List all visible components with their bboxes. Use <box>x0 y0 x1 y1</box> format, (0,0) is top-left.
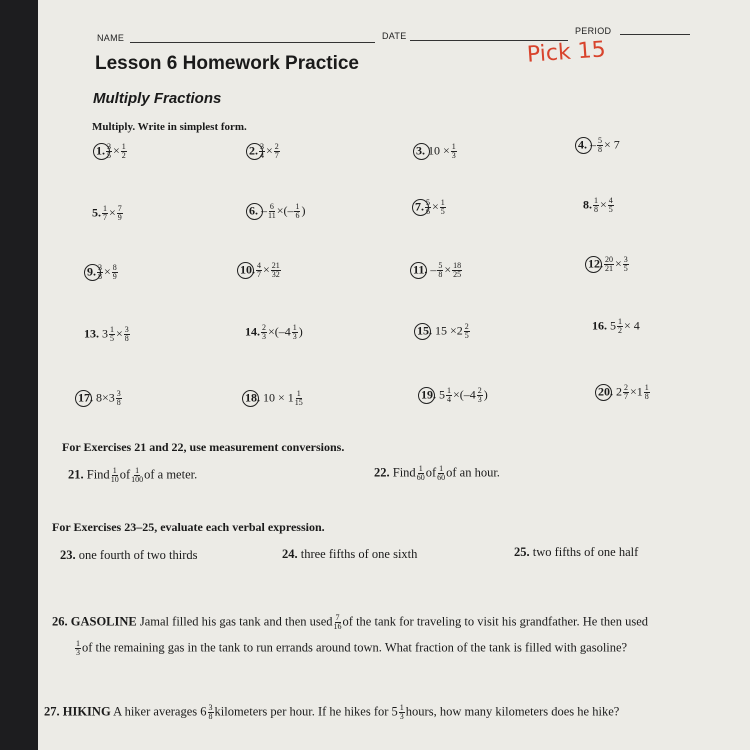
problem-26-line-2: $\frac{1}{3}$ of the remaining gas in the tank to run errands around town. What fraction of the tank is filled with gasoline? <box>76 639 628 657</box>
lesson-subtitle: Multiply Fractions <box>93 90 222 107</box>
date-label: DATE <box>382 31 407 41</box>
problem-13: 13. 3 $\frac{1}{5}$ × $\frac{3}{8}$ <box>84 325 129 343</box>
problem-27: 27. HIKING A hiker averages 6 $\frac{3}{8}$ kilometers per hour. If he hikes for 5 $\frac{1}{3}$ hours, how many kilometers does he hike? <box>44 703 620 721</box>
problem-23: 23. one fourth of two thirds <box>60 548 198 562</box>
handwritten-note: Pick 15 <box>526 37 607 68</box>
worksheet-page <box>38 0 750 750</box>
period-line <box>620 34 690 35</box>
problem-5: 5. $\frac{1}{7}$ × $\frac{7}{9}$ <box>92 204 122 222</box>
problem-11: 11. – $\frac{5}{8}$ × $\frac{18}{25}$ <box>413 261 462 279</box>
problem-17: 17. 8×3 $\frac{3}{8}$ <box>78 389 121 407</box>
problem-14: 14. $\frac{2}{3}$ ×(–4 $\frac{1}{3}$ ) <box>245 323 303 341</box>
problem-12: 12. $\frac{20}{21}$ × $\frac{3}{5}$ <box>588 255 628 273</box>
problem-26-line-1: 26. GASOLINE Jamal filled his gas tank and then used $\frac{7}{16}$ of the tank for traveling to visit his grandfather. He then used <box>52 613 649 631</box>
name-line <box>130 42 375 43</box>
problem-22: 22. Find $\frac{1}{60}$ of $\frac{1}{60}$ of an hour. <box>374 464 500 482</box>
problem-9: 9. $\frac{3}{8}$ × $\frac{8}{9}$ <box>87 263 117 281</box>
problem-2: 2. $\frac{3}{4}$ × $\frac{2}{7}$ <box>249 142 279 160</box>
period-label: PERIOD <box>575 26 612 36</box>
problem-24: 24. three fifths of one sixth <box>282 547 418 561</box>
problem-6: 6. – $\frac{6}{11}$ ×(– $\frac{1}{6}$ ) <box>249 202 306 220</box>
instructions: Multiply. Write in simplest form. <box>92 121 247 133</box>
name-label: NAME <box>97 33 125 43</box>
problem-21: 21. Find $\frac{1}{10}$ of $\frac{1}{100}$ of a meter. <box>68 466 198 484</box>
section-heading-verbal: For Exercises 23–25, evaluate each verbal expression. <box>52 520 325 534</box>
problem-25: 25. two fifths of one half <box>514 545 639 559</box>
problem-18: 18. 10 × 1 $\frac{1}{15}$ <box>245 389 303 407</box>
problem-3: 3. 10 × $\frac{1}{3}$ <box>416 142 456 160</box>
problem-8: 8. $\frac{1}{8}$ × $\frac{4}{5}$ <box>583 196 613 214</box>
page-title: Lesson 6 Homework Practice <box>95 53 359 74</box>
problem-4: 4. – $\frac{5}{8}$ × 7 <box>578 136 620 154</box>
problem-19: 19. 5 $\frac{1}{4}$ ×(–4 $\frac{2}{3}$ ) <box>421 386 488 404</box>
problem-20: 20. 2 $\frac{2}{7}$ ×1 $\frac{1}{8}$ <box>598 383 649 401</box>
section-heading-measurement: For Exercises 21 and 22, use measurement conversions. <box>62 440 345 454</box>
problem-15: 15. 15 ×2 $\frac{2}{5}$ <box>417 322 469 340</box>
problem-7: 7. $\frac{5}{6}$ × $\frac{1}{5}$ <box>415 198 445 216</box>
problem-1: 1. $\frac{3}{5}$ × $\frac{1}{2}$ <box>96 142 126 160</box>
problem-10: 10. $\frac{4}{7}$ × $\frac{21}{32}$ <box>240 261 280 279</box>
problem-16: 16. 5 $\frac{1}{2}$ × 4 <box>592 317 640 335</box>
